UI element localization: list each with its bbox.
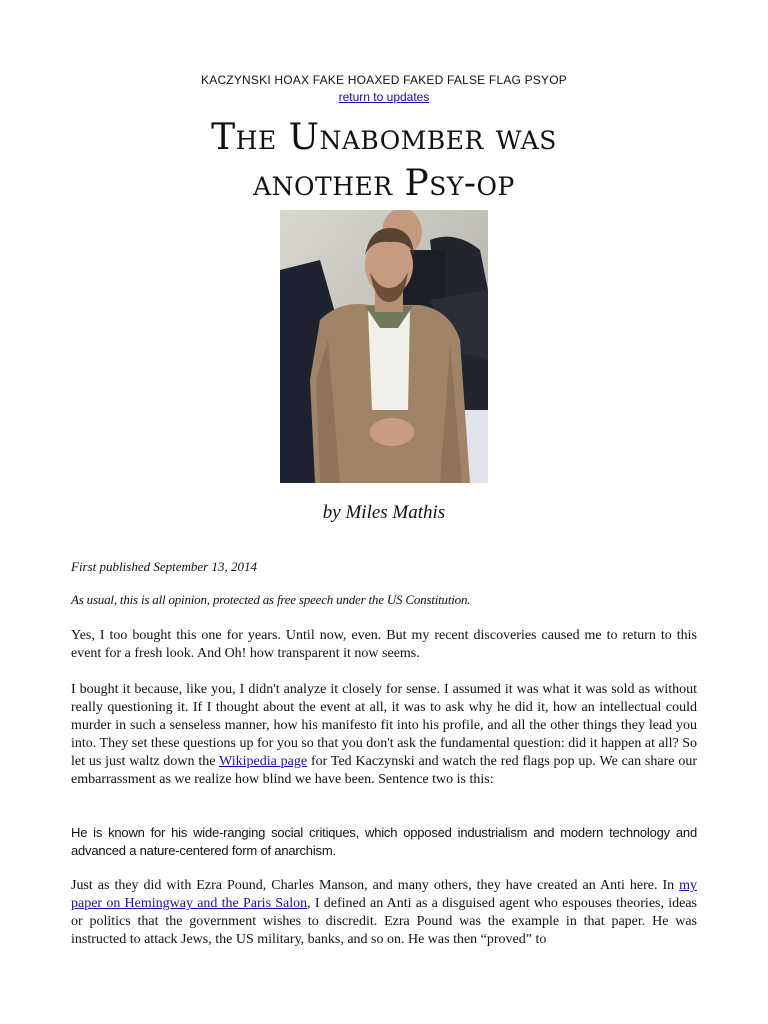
paragraph-3 bbox=[71, 877, 697, 949]
keywords-line: KACZYNSKI HOAX FAKE HOAXED FAKED FALSE FLAG PSYOP bbox=[201, 73, 567, 87]
disclaimer: As usual, this is all opinion, protected as free speech under the US Constitution. bbox=[71, 592, 471, 607]
paragraph-2 bbox=[71, 681, 697, 789]
byline: by Miles Mathis bbox=[322, 502, 446, 523]
wikipedia-page-link[interactable]: Wikipedia page bbox=[219, 754, 308, 769]
publication-date: First published September 13, 2014 bbox=[71, 559, 257, 574]
hemingway-paper-link[interactable]: my paper on Hemingway and the Paris Salon bbox=[71, 878, 697, 911]
page-title bbox=[0, 115, 768, 207]
paragraph-3-text-b: , I defined an Anti as a disguised agent who espouses theories, ideas or politics that the government wishes to discredit. Ezra Pound was the example in that paper. He was instructed to attack Jews, the US military, banks, and so on. He was then “proved” to bbox=[71, 896, 697, 947]
quoted-passage: He is known for his wide-ranging social critiques, which opposed industrialism and modern technology and advanced a nature-centered form of anarchism. bbox=[71, 825, 697, 858]
portrait-photo bbox=[280, 210, 488, 483]
title-line-1: The Unabomber was bbox=[211, 117, 557, 158]
paragraph-3-text-a: Just as they did with Ezra Pound, Charles Manson, and many others, they have created an Anti here. In bbox=[71, 878, 680, 893]
return-to-updates-link[interactable]: return to updates bbox=[338, 90, 430, 104]
paragraph-1: Yes, I too bought this one for years. Until now, even. But my recent discoveries caused me to return to this event for a fresh look. And Oh! how transparent it now seems. bbox=[71, 628, 697, 661]
paragraph-2-text-a: I bought it because, like you, I didn't analyze it closely for sense. I assumed it was what it was sold as without really questioning it. If I thought about the event at all, it was to ask why he did it, how an intellectual could murder in such a senseless manner, how his manifesto fit into his profile, and all the other things they lead you into. They set these questions up for you so that you don't ask the fundamental question: did it happen at all? So let us just waltz down the bbox=[71, 682, 697, 769]
title-line-2: another Psy-op bbox=[253, 163, 515, 204]
paragraph-2-text-b: for Ted Kaczynski and watch the red flags pop up. We can share our embarrassment as we realize how blind we have been. Sentence two is this: bbox=[71, 754, 697, 787]
